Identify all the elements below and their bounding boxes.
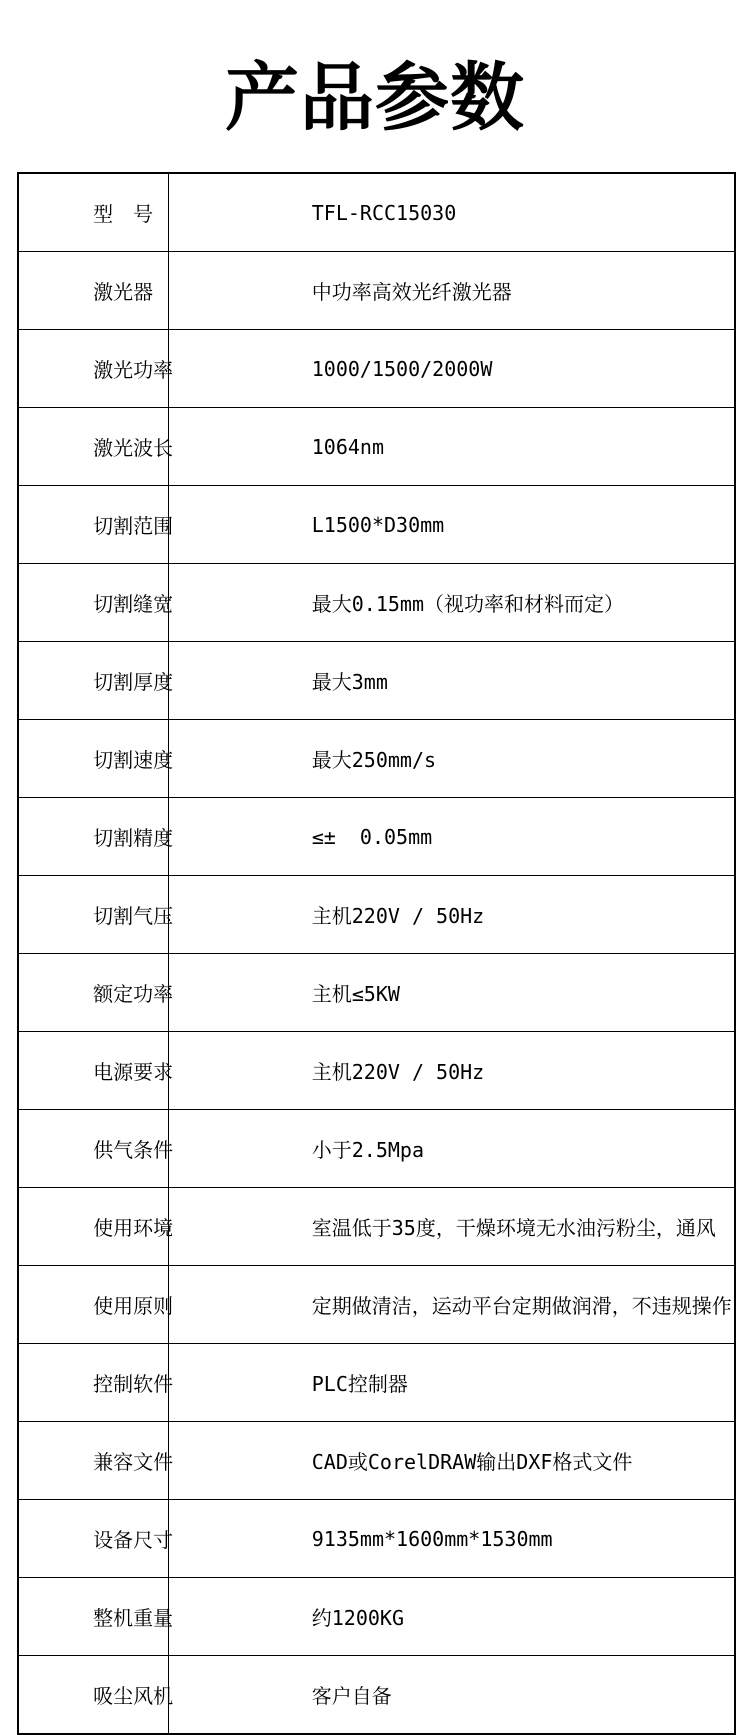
param-label-cell: [18, 1344, 174, 1422]
param-label: 切割速度: [93, 748, 174, 772]
param-label: 设备尺寸: [93, 1528, 174, 1552]
spec-table: [17, 172, 736, 1735]
param-label: 额定功率: [93, 982, 174, 1006]
param-value: L1500*D30mm: [311, 512, 445, 537]
param-value-cell: [168, 1188, 735, 1266]
param-label: 使用原则: [93, 1294, 174, 1318]
param-label-cell: [18, 798, 174, 876]
param-value: 约1200KG: [311, 1606, 404, 1630]
param-value: 1064nm: [311, 434, 384, 459]
param-value: 最大3mm: [311, 670, 388, 694]
param-label-cell: [18, 1188, 174, 1266]
param-label-cell: [18, 1032, 174, 1110]
param-value-cell: [168, 1500, 735, 1578]
table-row: [18, 408, 735, 486]
param-label-cell: [18, 252, 168, 330]
param-label: 切割精度: [93, 826, 174, 850]
param-value: ≤± 0.05mm: [311, 824, 433, 849]
param-value-cell: [168, 1110, 735, 1188]
param-value: 9135mm*1600mm*1530mm: [311, 1526, 553, 1551]
table-row: [18, 173, 735, 252]
page-title: 产品参数: [225, 55, 525, 141]
table-row: [18, 954, 735, 1032]
param-label: 激光器: [93, 280, 154, 304]
param-value-cell: [168, 642, 735, 720]
param-label: 切割气压: [93, 904, 174, 928]
table-row: [18, 1032, 735, 1110]
param-value: 主机220V / 50Hz: [311, 904, 485, 928]
param-label: 激光波长: [93, 436, 174, 460]
param-label: 切割厚度: [93, 670, 174, 694]
table-row: [18, 252, 735, 330]
table-row: [18, 1500, 735, 1578]
param-label-cell: [18, 1110, 174, 1188]
param-label-cell: [18, 876, 174, 954]
param-value-cell: [168, 1266, 735, 1344]
param-value: 中功率高效光纤激光器: [311, 280, 512, 304]
param-value: 室温低于35度，干燥环境无水油污粉尘，通风: [311, 1216, 716, 1240]
param-value-cell: [168, 1578, 735, 1656]
param-label-cell: [18, 720, 174, 798]
param-value-cell: [168, 720, 735, 798]
param-value: 小于2.5Mpa: [311, 1138, 424, 1162]
table-row: [18, 798, 735, 876]
param-value: PLC控制器: [311, 1372, 408, 1396]
param-value: TFL-RCC15030: [311, 200, 457, 225]
param-value-cell: [168, 1032, 735, 1110]
param-label-cell: [18, 173, 168, 252]
table-row: [18, 486, 735, 564]
param-label: 电源要求: [93, 1060, 174, 1084]
param-value-cell: [168, 252, 735, 330]
table-row: [18, 564, 735, 642]
table-row: [18, 1422, 735, 1500]
param-value-cell: [168, 1656, 735, 1735]
param-label: 供气条件: [93, 1138, 174, 1162]
table-row: [18, 1110, 735, 1188]
param-label: 激光功率: [93, 358, 174, 382]
param-value-cell: [168, 1344, 735, 1422]
table-row: [18, 1344, 735, 1422]
table-row: [18, 1266, 735, 1344]
param-value: CAD或CorelDRAW输出DXF格式文件: [311, 1450, 633, 1474]
table-row: [18, 1188, 735, 1266]
spec-table-body: [18, 173, 735, 1734]
table-row: [18, 330, 735, 408]
param-label-cell: [18, 1266, 174, 1344]
param-value: 主机220V / 50Hz: [311, 1060, 485, 1084]
param-label-cell: [18, 1422, 174, 1500]
param-label: 整机重量: [93, 1606, 174, 1630]
param-value: 1000/1500/2000W: [311, 356, 493, 381]
param-label: 控制软件: [93, 1372, 174, 1396]
param-label-cell: [18, 330, 174, 408]
param-label-cell: [18, 486, 174, 564]
param-value-cell: [168, 954, 735, 1032]
param-value: 定期做清洁，运动平台定期做润滑，不违规操作: [311, 1294, 732, 1318]
param-value-cell: [168, 798, 735, 876]
param-value-cell: [168, 408, 735, 486]
param-value: 主机≤5KW: [311, 982, 400, 1006]
param-value-cell: [168, 876, 735, 954]
param-value-cell: [168, 1422, 735, 1500]
param-value-cell: [168, 486, 735, 564]
param-value-cell: [168, 173, 735, 252]
param-label-cell: [18, 1656, 174, 1735]
table-row: [18, 876, 735, 954]
param-label-cell: [18, 1578, 174, 1656]
param-label: 兼容文件: [93, 1450, 174, 1474]
table-row: [18, 642, 735, 720]
param-label: 使用环境: [93, 1216, 174, 1240]
param-label: 型 号: [93, 202, 154, 226]
param-label-cell: [18, 642, 174, 720]
param-label: 切割范围: [93, 514, 174, 538]
param-value-cell: [168, 564, 735, 642]
param-label: 切割缝宽: [93, 592, 174, 616]
param-label-cell: [18, 564, 174, 642]
param-value: 最大0.15mm（视功率和材料而定）: [311, 592, 624, 616]
param-label: 吸尘风机: [93, 1684, 174, 1708]
table-row: [18, 1578, 735, 1656]
param-value: 最大250mm/s: [311, 748, 437, 772]
param-value-cell: [168, 330, 735, 408]
param-label-cell: [18, 408, 174, 486]
param-label-cell: [18, 1500, 174, 1578]
param-value: 客户自备: [311, 1684, 392, 1708]
table-row: [18, 720, 735, 798]
param-label-cell: [18, 954, 174, 1032]
table-row: [18, 1656, 735, 1735]
